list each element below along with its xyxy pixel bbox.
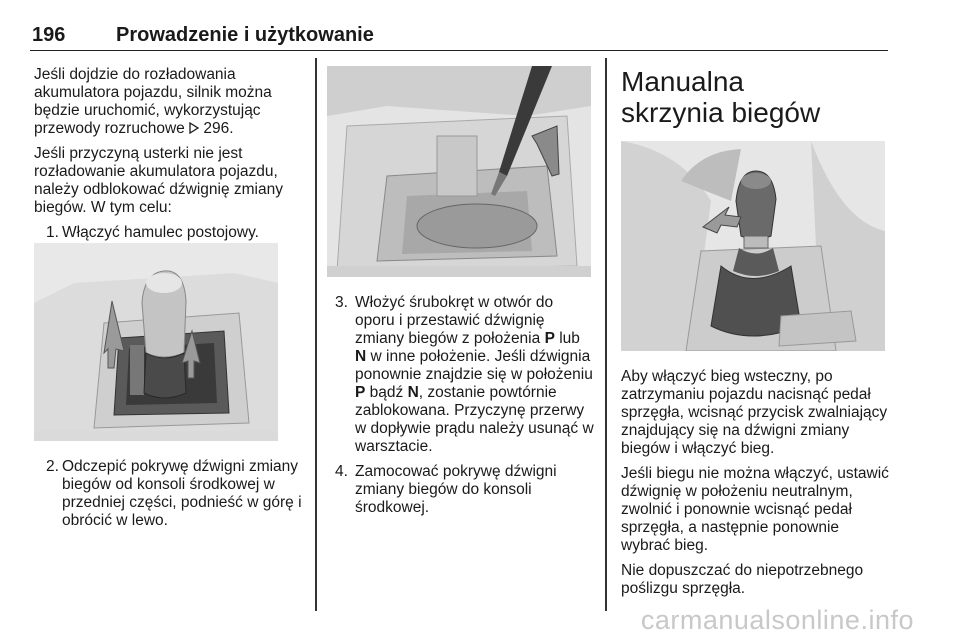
step-text-part: lub [559,330,580,347]
page-number: 196 [32,24,66,46]
page-reference-link[interactable]: 296. [203,120,234,137]
watermark: carmanualsonline.info [640,605,914,635]
step-text-part: Włożyć śrubokręt w otwór do oporu i przestawić dźwignię zmiany biegów z położenia [355,294,554,347]
arrow-reference-icon [189,121,199,133]
gear-position-p: P [544,330,555,347]
step-text-part: w inne położenie. Jeśli dźwignia ponownie znajdzie się w położeniu [355,348,593,383]
gear-position-p: P [355,384,366,401]
left-column [34,66,306,249]
step-number: 3. [335,294,348,311]
step-text: Odczepić pokrywę dźwigni zmiany biegów od konsoli środkowej w przedniej części, podnieść w górę i obrócić w lewo. [62,458,302,529]
step-number: 4. [335,463,348,480]
paragraph: Jeśli biegu nie można włączyć, ustawić dźwignię w położeniu neutralnym, zwolnić i ponownie wcisnąć pedał sprzęgła, a następnie ponownie wybrać bieg. [621,465,889,554]
step-text-part: bądź [369,384,404,401]
step-text [355,294,594,455]
step-number: 1. [46,224,59,241]
list-item [327,463,595,517]
screwdriver-release-illustration [327,66,591,277]
step-text-part: , zostanie powtórnie zablokowana. Przyczynę przerwy w dopływie prądu należy usunąć w warsztacie. [355,384,594,455]
section-heading: Manualna skrzynia biegów [621,66,821,128]
paragraph: Aby włączyć bieg wsteczny, po zatrzymaniu pojazdu nacisnąć pedał sprzęgła, wcisnąć przycisk zwalniający znajdujący się na dźwigni zmiany biegów i włączyć bieg. [621,368,888,457]
paragraph [34,66,306,138]
chapter-title: Prowadzenie i użytkowanie [116,24,374,46]
right-column-text [621,368,889,605]
middle-column [327,294,595,524]
column-divider [315,58,317,611]
manual-gearbox-illustration [621,141,885,351]
left-column-lower [34,458,306,537]
right-column [621,66,889,128]
list-item [327,294,595,456]
paragraph-text: Jeśli dojdzie do rozładowania akumulatora pojazdu, silnik można będzie uruchomić, wykorzystując przewody rozruchowe [34,66,272,137]
page-header [30,20,888,51]
paragraph: Jeśli przyczyną usterki nie jest rozładowanie akumulatora pojazdu, należy odblokować dźwignię zmiany biegów. W tym celu: [34,145,283,216]
paragraph: Nie dopuszczać do niepotrzebnego poślizgu sprzęgła. [621,562,864,597]
gear-lever-cover-illustration [34,243,278,441]
step-text: Zamocować pokrywę dźwigni zmiany biegów do konsoli środkowej. [355,463,557,516]
list-item [34,458,306,530]
list-item [34,224,306,242]
step-number: 2. [46,458,59,475]
column-divider [605,58,607,611]
gear-position-n: N [407,384,419,401]
gear-position-n: N [355,348,367,365]
step-text: Włączyć hamulec postojowy. [62,224,259,241]
